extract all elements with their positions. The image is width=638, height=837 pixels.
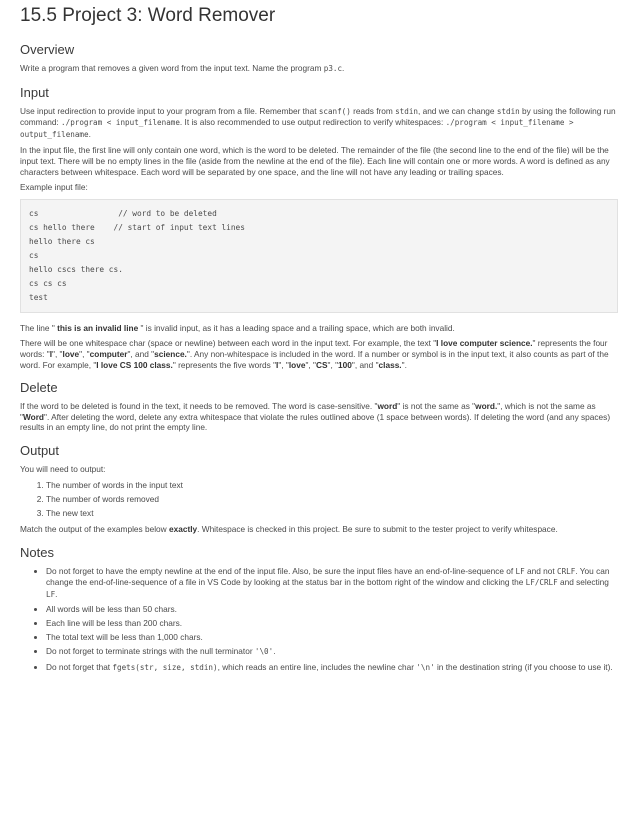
text: Match the output of the examples below	[20, 524, 169, 535]
text: " represents the five words "	[172, 359, 277, 370]
inline-code: CRLF	[557, 566, 576, 576]
text: There will be one whitespace char (space or newline) between each word in the input text. For example, the text "	[20, 338, 437, 349]
text: If the word to be deleted is found in the text, it needs to be removed. The word is case-sensitive. "	[20, 401, 378, 412]
notes-list	[20, 566, 618, 673]
text: and not	[524, 565, 557, 576]
inline-code: LF/CRLF	[525, 578, 558, 588]
text: " is invalid input, as it has a leading space and a trailing space, which are both invalid.	[138, 322, 455, 333]
code-line: cs hello there // start of input text lines	[29, 222, 245, 232]
text: ", and "	[351, 359, 379, 370]
list-item: 2. The number of words removed	[46, 494, 618, 505]
page-title: 15.5 Project 3: Word Remover	[20, 5, 276, 26]
inline-code: ./program < input_filename > output_filename	[20, 118, 574, 139]
bold-text: I love CS 100 class.	[96, 359, 173, 370]
text: ", and "	[127, 348, 155, 359]
bold-text: word	[377, 401, 398, 412]
list-item	[46, 662, 618, 674]
match-paragraph	[20, 524, 618, 535]
bold-text: science.	[154, 348, 187, 359]
text: reads from	[350, 105, 396, 116]
list-item: • Each line will be less than 200 chars.	[46, 618, 618, 629]
text: , which reads an entire line, includes the newline char	[217, 661, 417, 672]
text: ", "	[79, 348, 90, 359]
text: by using the following run command:	[20, 105, 616, 128]
bold-text: computer	[89, 348, 128, 359]
bold-text: I	[49, 348, 52, 359]
inline-code: fgets(str, size, stdin)	[112, 662, 218, 672]
bold-text: word.	[475, 401, 498, 412]
code-line: cs cs cs	[29, 278, 67, 288]
bold-text: Word	[22, 411, 44, 422]
text: ". After deleting the word, delete any extra whitespace that violate the rules outlined above (1 space between words). If deleting the word (and any spaces) results in an empty line, do not print the empty line.	[20, 411, 611, 433]
text: " represents the four words: "	[20, 338, 608, 359]
section-heading-notes: Notes	[20, 544, 54, 560]
list-item: • The total text will be less than 1,000 chars.	[46, 632, 618, 643]
text: The line "	[20, 322, 58, 333]
code-line: test	[29, 292, 48, 302]
text: .	[88, 128, 91, 139]
text: Use input redirection to provide input to your program from a file. Remember that	[20, 105, 319, 116]
output-list	[20, 480, 618, 519]
inline-code: LF	[515, 566, 525, 576]
text: Do not forget to terminate strings with the null terminator	[46, 646, 255, 657]
inline-code: stdin	[496, 106, 520, 116]
text: ".	[401, 359, 407, 370]
text: . You can change the end-of-line-sequence of a file in VS Code by looking at the status bar in the bottom right of the window and clicking the	[46, 565, 610, 588]
text: ", which is not the same as "	[20, 401, 596, 422]
bold-text: love	[288, 359, 306, 370]
inline-code: p3.c	[323, 64, 343, 73]
output-intro: You will need to output:	[20, 463, 106, 474]
inline-code: LF	[46, 590, 56, 600]
text: ". Any non-whitespace is included in the word. If a number or symbol is in the input text, it also counts as part of the word. For example, "	[20, 348, 609, 370]
bold-text: exactly	[168, 524, 198, 535]
code-line: cs // word to be deleted	[29, 208, 217, 218]
bold-text: love	[62, 348, 80, 359]
section-heading-input: Input	[20, 84, 49, 100]
text: . It is also recommended to use output redirection to verify whitespaces:	[179, 117, 446, 128]
section-heading-delete: Delete	[20, 380, 58, 396]
text: ", "	[305, 359, 316, 370]
example-label: Example input file:	[20, 182, 88, 193]
section-heading-output: Output	[20, 442, 60, 458]
text: ", "	[52, 348, 63, 359]
text: Do not forget that	[46, 661, 113, 672]
text: Do not forget to have the empty newline at the end of the input file. Also, be sure the input files have an end-of-line-sequence of	[46, 565, 516, 576]
text: .	[273, 646, 276, 657]
code-line: hello cscs there cs.	[29, 264, 123, 274]
bold-text: this is an invalid line	[57, 322, 139, 333]
text: " is not the same as "	[397, 401, 476, 412]
bold-text: class.	[378, 359, 402, 370]
input-paragraph-1	[20, 106, 618, 141]
list-item	[46, 646, 618, 658]
inline-code: '\n'	[416, 662, 435, 672]
list-item: 3. The new text	[46, 508, 618, 519]
text: .	[55, 589, 58, 600]
code-line: hello there cs	[29, 236, 95, 246]
bold-text: 100	[338, 359, 352, 370]
section-heading-overview: Overview	[20, 42, 75, 57]
list-item	[46, 566, 618, 601]
invalid-line-paragraph	[20, 323, 618, 334]
bold-text: I love computer science.	[436, 338, 533, 349]
whitespace-paragraph	[20, 338, 618, 370]
list-item: • All words will be less than 50 chars.	[46, 604, 618, 615]
code-line: cs	[29, 250, 39, 260]
text: , and we can change	[417, 105, 497, 116]
text: . Whitespace is checked in this project. Be sure to submit to the tester project to verify whitespace.	[197, 524, 558, 535]
bold-text: I	[276, 359, 279, 370]
inline-code: stdin	[395, 106, 418, 116]
text: ", "	[278, 359, 289, 370]
delete-paragraph	[20, 401, 618, 433]
input-paragraph-2: In the input file, the first line will only contain one word, which is the word to be deleted. The remainder of the file (the second line to the end of the file) will be the input text. There will be no empty lines in the file (aside from the newline at the end of the file). Each line will contain one or more words. A word is defined as any characters between whitespace. Each word will be separated by one space, and the line will not have any leading or trailing spaces.	[20, 145, 610, 177]
bold-text: CS	[316, 359, 328, 370]
text: Write a program that removes a given word from the input text. Name the program	[20, 63, 324, 73]
example-code-block	[20, 199, 618, 313]
inline-code: ./program < input_filename	[61, 118, 180, 128]
inline-code: '\0'	[254, 647, 274, 657]
overview-paragraph	[20, 63, 618, 75]
text: and selecting	[557, 577, 609, 588]
list-item: 1. The number of words in the input text	[46, 480, 618, 491]
text: in the destination string (if you choose to use it).	[434, 661, 613, 672]
text: .	[342, 63, 345, 73]
text: ", "	[327, 359, 339, 370]
inline-code: scanf()	[318, 106, 351, 116]
